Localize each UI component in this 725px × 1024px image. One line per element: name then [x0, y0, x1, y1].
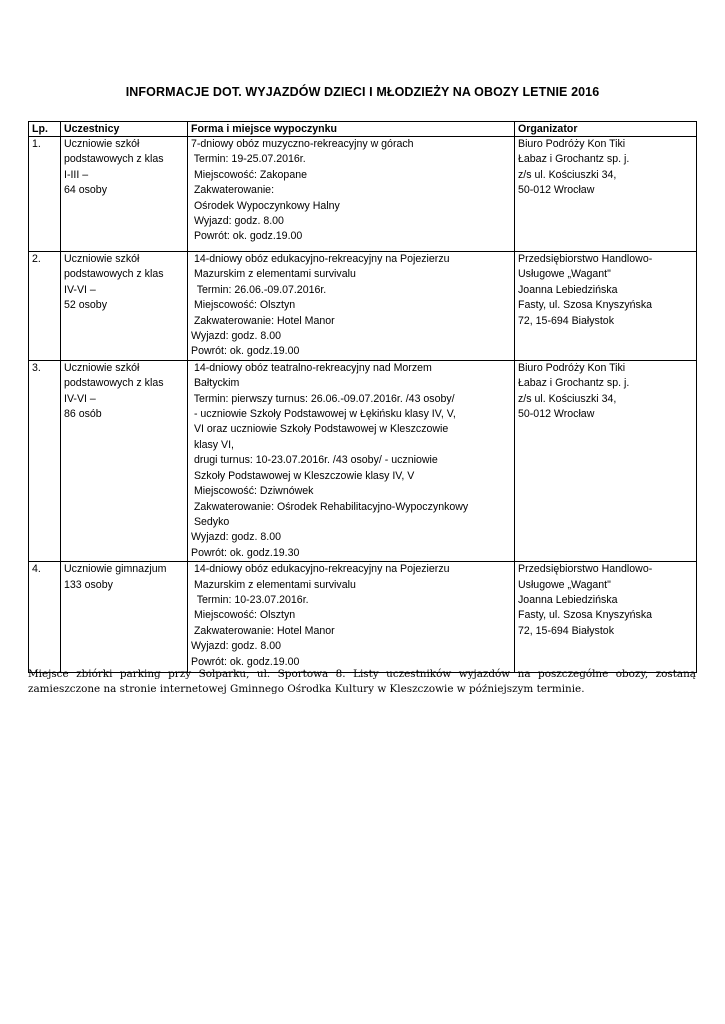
participants-cell — [61, 360, 188, 561]
form-line: Wyjazd: godz. 8.00 — [191, 531, 282, 544]
form-line: Miejscowość: Olsztyn — [191, 299, 296, 312]
form-line: Zakwaterowanie: Hotel Manor — [191, 624, 335, 637]
table-row — [29, 562, 697, 673]
participants-cell — [61, 252, 188, 361]
form-line: Powrót: ok. godz.19.00 — [191, 655, 300, 668]
table-row — [29, 252, 697, 361]
form-line: Wyjazd: godz. 8.00 — [191, 330, 282, 343]
organizer-line: 72, 15-694 Białystok — [518, 314, 614, 327]
form-line: Zakwaterowanie: Hotel Manor — [191, 314, 335, 327]
participants-line: 133 osoby — [64, 578, 113, 591]
organizer-line: Fasty, ul. Szosa Knyszyńska — [518, 609, 653, 622]
form-line: Termin: 26.06.-09.07.2016r. — [191, 283, 327, 296]
form-line: drugi turnus: 10-23.07.2016r. /43 osoby/ - uczniowie — [191, 454, 438, 467]
organizer-line: Przedsiębiorstwo Handlowo- — [518, 563, 653, 576]
form-line: Wyjazd: godz. 8.00 — [191, 215, 284, 228]
table-row — [29, 137, 697, 252]
form-cell — [188, 252, 515, 361]
organizer-line: z/s ul. Kościuszki 34, — [518, 392, 617, 405]
participants-line: 52 osoby — [64, 299, 107, 312]
row-number: 1. — [29, 137, 61, 252]
organizer-line: 72, 15-694 Białystok — [518, 624, 614, 637]
organizer-line: 50-012 Wrocław — [518, 408, 595, 421]
participants-line: 64 osoby — [64, 184, 107, 197]
header-participants: Uczestnicy — [61, 122, 188, 137]
document-title: INFORMACJE DOT. WYJAZDÓW DZIECI I MŁODZIEŻY NA OBOZY LETNIE 2016 — [125, 85, 600, 99]
form-line: Miejscowość: Olsztyn — [191, 609, 296, 622]
participants-line: podstawowych z klas — [64, 377, 164, 390]
form-line: Powrót: ok. godz.19.30 — [191, 546, 300, 559]
table-header-row — [29, 122, 697, 137]
form-line: - uczniowie Szkoły Podstawowej w Łękińsku klasy IV, V, — [191, 408, 456, 421]
organizer-line: Przedsiębiorstwo Handlowo- — [518, 253, 653, 265]
participants-line: Uczniowie szkół — [64, 253, 140, 265]
organizer-cell — [515, 360, 697, 561]
form-line: klasy VI, — [191, 438, 234, 451]
participants-cell — [61, 137, 188, 252]
organizer-line: Fasty, ul. Szosa Knyszyńska — [518, 299, 653, 312]
header-organizer: Organizator — [515, 122, 697, 137]
organizer-cell — [515, 137, 697, 252]
participants-cell — [61, 562, 188, 673]
form-line: 14-dniowy obóz teatralno-rekreacyjny nad Morzem — [191, 361, 432, 374]
form-line: Powrót: ok. godz.19.00 — [191, 230, 303, 243]
participants-line: IV-VI – — [64, 283, 96, 296]
form-line: Termin: 19-25.07.2016r. — [191, 153, 306, 166]
form-line: Sedyko — [191, 515, 230, 528]
participants-line: 86 osób — [64, 408, 102, 421]
form-line: Miejscowość: Zakopane — [191, 168, 307, 181]
header-form: Forma i miejsce wypoczynku — [188, 122, 515, 137]
footer-note: Miejsce zbiórki parking przy Solparku, ul. Sportowa 8. Listy uczestników wyjazdów na poszczególne obozy, zostaną zamieszczone na stronie internetowej Gminnego Ośrodka Kultury w Kleszczowie w późniejszym terminie. — [28, 668, 696, 695]
organizer-line: Łabaz i Grochantz sp. j. — [518, 377, 630, 390]
organizer-cell — [515, 252, 697, 361]
form-line: Mazurskim z elementami survivalu — [191, 268, 356, 281]
form-cell — [188, 360, 515, 561]
organizer-line: Usługowe „Wagant" — [518, 578, 611, 591]
form-line: Powrót: ok. godz.19.00 — [191, 345, 300, 358]
form-line: VI oraz uczniowie Szkoły Podstawowej w Kleszczowie — [191, 423, 449, 436]
organizer-line: Biuro Podróży Kon Tiki — [518, 138, 626, 150]
form-line: Mazurskim z elementami survivalu — [191, 578, 356, 591]
table-row — [29, 360, 697, 561]
form-line: Bałtyckim — [191, 377, 240, 390]
participants-line: IV-VI – — [64, 392, 96, 405]
organizer-line: Joanna Lebiedzińska — [518, 283, 618, 296]
form-line: 7-dniowy obóz muzyczno-rekreacyjny w górach — [191, 138, 414, 150]
form-line: Zakwaterowanie: Ośrodek Rehabilitacyjno-Wypoczynkowy — [191, 500, 469, 513]
form-line: Zakwaterowanie: — [191, 184, 275, 197]
participants-line: Uczniowie szkół — [64, 138, 140, 150]
row-number: 2. — [29, 252, 61, 361]
form-line: Wyjazd: godz. 8.00 — [191, 640, 282, 653]
participants-line: Uczniowie gimnazjum — [64, 563, 167, 576]
form-line: Ośrodek Wypoczynkowy Halny — [191, 199, 340, 212]
organizer-line: Joanna Lebiedzińska — [518, 593, 618, 606]
row-number: 3. — [29, 360, 61, 561]
trips-table — [28, 121, 697, 673]
organizer-line: Łabaz i Grochantz sp. j. — [518, 153, 630, 166]
form-cell — [188, 562, 515, 673]
organizer-line: Biuro Podróży Kon Tiki — [518, 361, 626, 374]
form-line: 14-dniowy obóz edukacyjno-rekreacyjny na Pojezierzu — [191, 253, 450, 265]
organizer-line: z/s ul. Kościuszki 34, — [518, 168, 617, 181]
organizer-line: 50-012 Wrocław — [518, 184, 595, 197]
row-number: 4. — [29, 562, 61, 673]
participants-line: podstawowych z klas — [64, 153, 164, 166]
header-lp: Lp. — [29, 122, 61, 137]
form-line: Termin: 10-23.07.2016r. — [191, 593, 309, 606]
organizer-cell — [515, 562, 697, 673]
participants-line: podstawowych z klas — [64, 268, 164, 281]
form-cell — [188, 137, 515, 252]
participants-line: I-III – — [64, 168, 89, 181]
form-line: 14-dniowy obóz edukacyjno-rekreacyjny na Pojezierzu — [191, 563, 450, 576]
form-line: Szkoły Podstawowej w Kleszczowie klasy IV, V — [191, 469, 415, 482]
participants-line: Uczniowie szkół — [64, 361, 140, 374]
form-line: Termin: pierwszy turnus: 26.06.-09.07.2016r. /43 osoby/ — [191, 392, 455, 405]
form-line: Miejscowość: Dziwnówek — [191, 485, 314, 498]
organizer-line: Usługowe „Wagant" — [518, 268, 611, 281]
